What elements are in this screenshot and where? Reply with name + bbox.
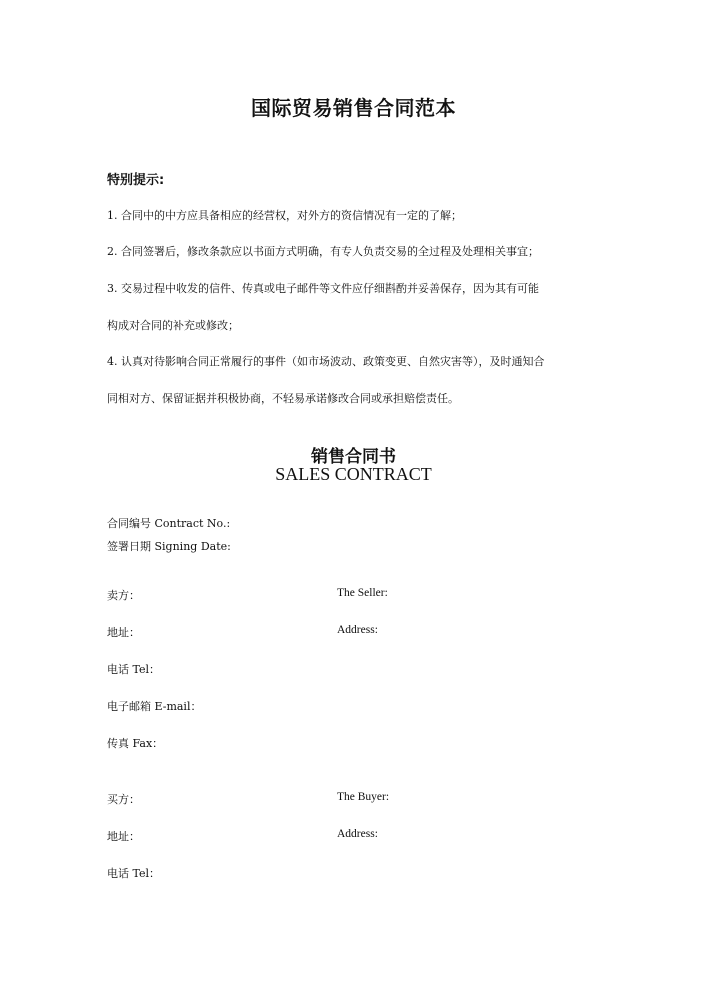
notice-line-3: 3. 交易过程中收发的信件、传真或电子邮件等文件应仔细斟酌并妥善保存，因为其有可能: [107, 282, 539, 295]
signing-date-label: 签署日期 Signing Date:: [107, 540, 231, 553]
notice-line-3-continued: 构成对合同的补充或修改；: [107, 319, 239, 332]
seller-label-en: The Seller:: [337, 587, 388, 599]
notice-line-2: 2. 合同签署后，修改条款应以书面方式明确，有专人负责交易的全过程及处理相关事宜；: [107, 245, 539, 258]
seller-tel-label: 电话 Tel：: [107, 663, 161, 676]
document-title: 国际贸易销售合同范本: [251, 96, 456, 120]
buyer-label-en: The Buyer:: [337, 791, 390, 803]
seller-address-label-en: Address:: [337, 624, 378, 636]
contract-title-cn: 销售合同书: [311, 447, 396, 467]
seller-label-cn: 卖方：: [107, 589, 140, 602]
notice-line-1: 1. 合同中的中方应具备相应的经营权，对外方的资信情况有一定的了解；: [107, 209, 462, 222]
notice-line-4-continued: 同相对方、保留证据并积极协商，不轻易承诺修改合同或承担赔偿责任。: [107, 392, 459, 405]
seller-address-label-cn: 地址：: [107, 626, 140, 639]
buyer-tel-label: 电话 Tel：: [107, 867, 161, 880]
seller-fax-label: 传真 Fax：: [107, 737, 164, 750]
seller-email-label: 电子邮箱 E-mail：: [107, 700, 202, 713]
contract-title-en: SALES CONTRACT: [275, 464, 432, 484]
contract-number-label: 合同编号 Contract No.:: [107, 517, 231, 530]
buyer-address-label-en: Address:: [337, 828, 378, 840]
buyer-label-cn: 买方：: [107, 793, 140, 806]
notice-line-4: 4. 认真对待影响合同正常履行的事件（如市场波动、政策变更、自然灾害等），及时通知合: [107, 355, 545, 368]
buyer-address-label-cn: 地址：: [107, 830, 140, 843]
notice-heading: 特别提示:: [107, 173, 165, 188]
